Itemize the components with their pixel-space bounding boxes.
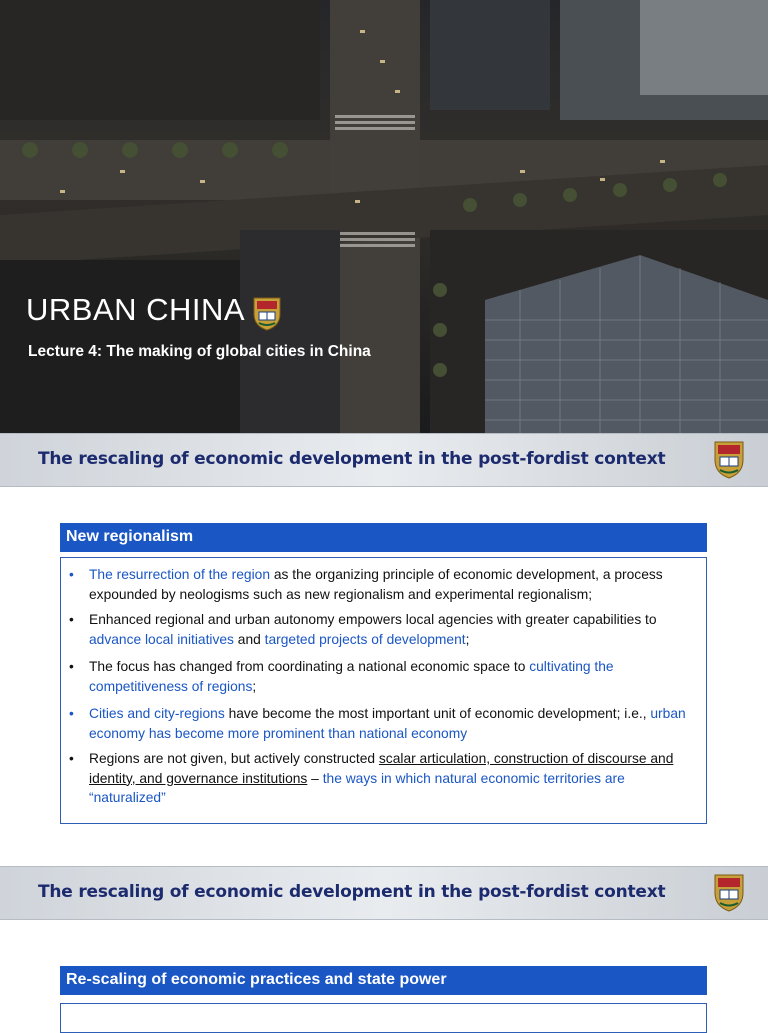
- university-crest-icon: [712, 873, 746, 913]
- bullet-highlight: cultivating the competitiveness of regions: [89, 659, 614, 694]
- section-title-bar: New regionalism: [60, 523, 707, 552]
- university-crest-icon: [252, 296, 282, 332]
- slide-title: The rescaling of economic development in the post-fordist context: [38, 449, 666, 469]
- aerial-city-background: [0, 0, 768, 433]
- bullet-highlight: The resurrection of the region: [89, 567, 270, 582]
- bullet-underlined: scalar articulation, construction of discourse and identity, and governance institutions: [89, 751, 674, 786]
- university-crest-icon: [712, 440, 746, 480]
- slide-title: The rescaling of economic development in the post-fordist context: [38, 882, 666, 902]
- bullet-text: as the organizing principle of economic development, a process expounded by neologisms such as new regionalism and experimental regionalism;: [89, 567, 663, 602]
- bullet-dot-icon: •: [69, 567, 74, 582]
- bullet-text: ;: [252, 678, 257, 694]
- list-item: [69, 610, 701, 649]
- bullet-text: ;: [465, 631, 470, 647]
- bullet-dot-icon: •: [69, 659, 74, 674]
- bullet-text: The focus has changed from coordinating a national economic space to: [89, 659, 530, 674]
- bullet-text: have become the most important unit of economic development; i.e.,: [224, 706, 651, 721]
- section-title-bar: Re-scaling of economic practices and state power: [60, 966, 707, 995]
- slide-header: [0, 433, 768, 487]
- bullet-dot-icon: •: [69, 751, 74, 766]
- bullet-highlight: advance local initiatives: [89, 631, 234, 647]
- list-item: [69, 749, 701, 808]
- list-item: [69, 704, 701, 743]
- list-item: [69, 657, 701, 696]
- bullet-text: –: [307, 770, 323, 786]
- bullet-text: Regions are not given, but actively constructed: [89, 751, 379, 766]
- bullet-dot-icon: •: [69, 706, 74, 721]
- bullet-highlight: urban economy has become more prominent than national economy: [89, 706, 686, 741]
- bullet-content-box: [60, 557, 707, 824]
- list-item: [69, 565, 701, 604]
- lecture-subtitle: Lecture 4: The making of global cities in China: [28, 343, 371, 360]
- bullet-highlight: the ways in which natural economic territories are “naturalized”: [89, 770, 625, 805]
- bullet-text: and: [233, 631, 265, 647]
- bullet-highlight: targeted projects of development: [264, 631, 466, 647]
- bullet-content-box: [60, 1003, 707, 1033]
- course-title: URBAN CHINA: [26, 292, 246, 327]
- bullet-dot-icon: •: [69, 612, 74, 627]
- title-slide: [0, 0, 768, 433]
- bullet-highlight: Cities and city-regions: [89, 706, 225, 721]
- bullet-text: Enhanced regional and urban autonomy empowers local agencies with greater capabilities to: [89, 612, 657, 627]
- slide-header: [0, 866, 768, 920]
